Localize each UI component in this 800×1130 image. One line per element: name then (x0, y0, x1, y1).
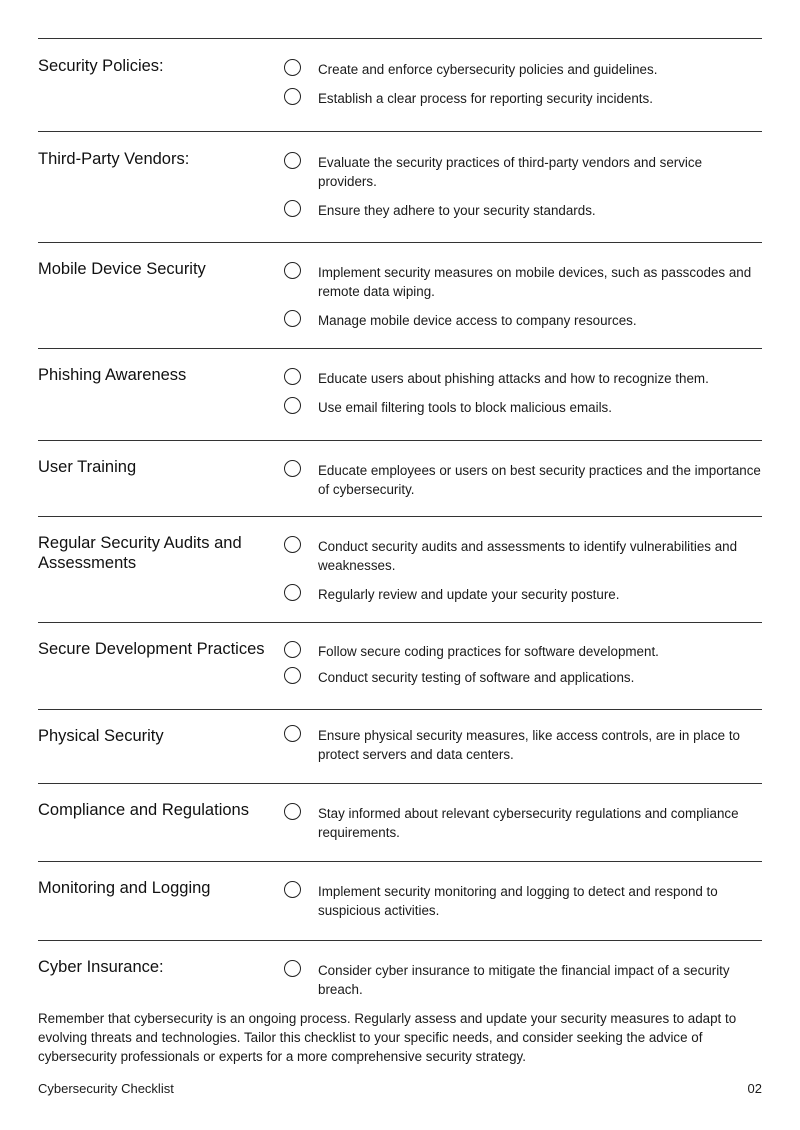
section-security-policies (38, 38, 762, 131)
checkbox-circle[interactable] (284, 960, 301, 977)
checklist-item (284, 461, 762, 499)
section-user-training (38, 440, 762, 516)
section-security-audits (38, 516, 762, 622)
section-phishing-awareness (38, 348, 762, 440)
item-text: Regularly review and update your security posture. (318, 587, 620, 602)
section-title: Phishing Awareness (38, 366, 187, 384)
item-text: Evaluate the security practices of third-party vendors and service providers. (318, 155, 703, 189)
section-items (284, 642, 762, 687)
section-cyber-insurance (38, 940, 762, 1011)
section-items (284, 961, 762, 999)
section-title: Mobile Device Security (38, 260, 206, 278)
section-items (284, 537, 762, 604)
checkbox-circle[interactable] (284, 262, 301, 279)
section-items (284, 153, 762, 220)
checklist-item (284, 642, 762, 661)
section-title: Security Policies: (38, 57, 164, 75)
section-secure-development (38, 622, 762, 709)
item-text: Follow secure coding practices for software development. (318, 644, 659, 659)
item-text: Use email filtering tools to block malicious emails. (318, 400, 612, 415)
item-text: Establish a clear process for reporting security incidents. (318, 91, 653, 106)
checklist-item (284, 153, 762, 191)
item-text: Conduct security testing of software and applications. (318, 670, 635, 685)
checkbox-circle[interactable] (284, 59, 301, 76)
section-title: Compliance and Regulations (38, 801, 249, 819)
item-text: Ensure physical security measures, like access controls, are in place to protect servers and data centers. (318, 728, 740, 762)
section-title: Physical Security (38, 727, 164, 745)
section-title: Secure Development Practices (38, 640, 265, 658)
section-title: User Training (38, 458, 137, 476)
checkbox-circle[interactable] (284, 460, 301, 477)
section-items (284, 882, 762, 920)
closing-paragraph: Remember that cybersecurity is an ongoing process. Regularly assess and update your security measures to adapt to evolving threats and technologies. Tailor this checklist to your specific needs, and consider seeking the advice of cybersecurity professionals or experts for a more comprehensive security strategy. (38, 1011, 737, 1065)
page-number: 02 (747, 1081, 762, 1096)
section-items (284, 369, 762, 417)
item-text: Stay informed about relevant cybersecurity regulations and compliance requirements. (318, 806, 739, 840)
item-text: Implement security monitoring and logging to detect and respond to suspicious activities. (318, 884, 718, 918)
section-third-party-vendors (38, 131, 762, 242)
checklist-item (284, 263, 762, 301)
section-title: Regular Security Audits and Assessments (38, 534, 242, 572)
section-items (284, 60, 762, 108)
section-title: Third-Party Vendors: (38, 150, 190, 168)
checklist-item (284, 726, 762, 764)
checkbox-circle[interactable] (284, 584, 301, 601)
checkbox-circle[interactable] (284, 200, 301, 217)
checkbox-circle[interactable] (284, 881, 301, 898)
section-items (284, 726, 762, 764)
item-text: Educate employees or users on best security practices and the importance of cybersecurity. (318, 463, 761, 497)
checkbox-circle[interactable] (284, 88, 301, 105)
section-items (284, 263, 762, 330)
section-items (284, 461, 762, 499)
item-text: Ensure they adhere to your security standards. (318, 203, 596, 218)
checklist-item (284, 201, 762, 220)
checklist-item (284, 961, 762, 999)
document-title: Cybersecurity Checklist (38, 1081, 174, 1096)
checklist-item (284, 537, 762, 575)
section-physical-security (38, 709, 762, 783)
checklist-item (284, 311, 762, 330)
item-text: Create and enforce cybersecurity policies and guidelines. (318, 62, 658, 77)
checklist-item (284, 60, 762, 79)
section-items (284, 804, 762, 842)
checkbox-circle[interactable] (284, 641, 301, 658)
section-title: Monitoring and Logging (38, 879, 211, 897)
item-text: Consider cyber insurance to mitigate the financial impact of a security breach. (318, 963, 730, 997)
checkbox-circle[interactable] (284, 152, 301, 169)
checklist-item (284, 585, 762, 604)
checkbox-circle[interactable] (284, 310, 301, 327)
item-text: Educate users about phishing attacks and how to recognize them. (318, 371, 709, 386)
section-monitoring-logging (38, 861, 762, 940)
checklist-item (284, 398, 762, 417)
checkbox-circle[interactable] (284, 368, 301, 385)
checklist-item (284, 89, 762, 108)
checkbox-circle[interactable] (284, 667, 301, 684)
item-text: Manage mobile device access to company resources. (318, 313, 637, 328)
item-text: Conduct security audits and assessments to identify vulnerabilities and weaknesses. (318, 539, 738, 573)
section-mobile-device-security (38, 242, 762, 348)
checkbox-circle[interactable] (284, 397, 301, 414)
checklist (38, 38, 762, 1011)
section-title: Cyber Insurance: (38, 958, 164, 976)
checklist-item (284, 668, 762, 687)
checklist-item (284, 882, 762, 920)
item-text: Implement security measures on mobile devices, such as passcodes and remote data wiping. (318, 265, 752, 299)
section-compliance (38, 783, 762, 861)
checkbox-circle[interactable] (284, 536, 301, 553)
checklist-item (284, 369, 762, 388)
checklist-item (284, 804, 762, 842)
checkbox-circle[interactable] (284, 803, 301, 820)
checkbox-circle[interactable] (284, 725, 301, 742)
